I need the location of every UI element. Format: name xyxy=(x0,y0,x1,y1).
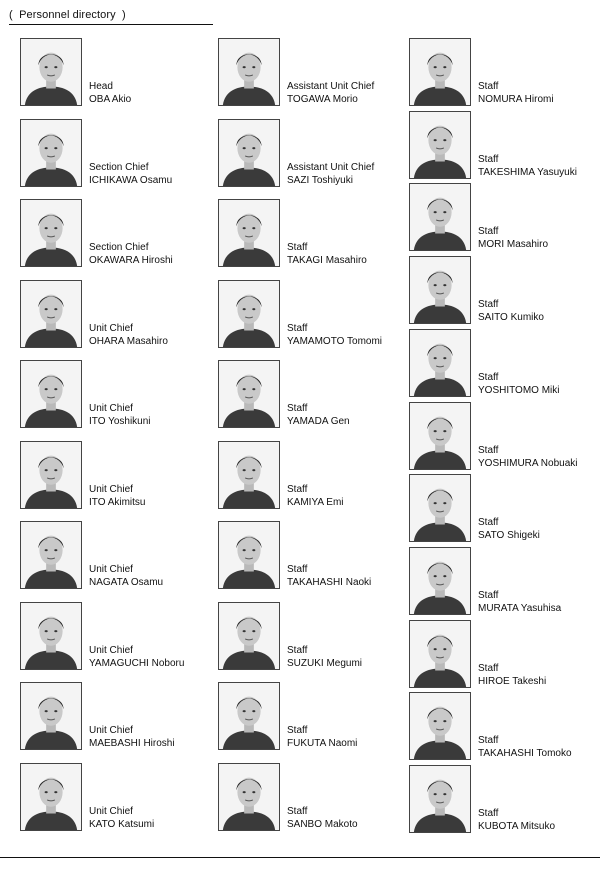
staff-info xyxy=(287,402,350,428)
staff-role: Staff xyxy=(287,403,308,414)
staff-info xyxy=(89,161,172,187)
staff-photo xyxy=(218,602,280,670)
staff-info xyxy=(89,80,131,106)
staff-entry xyxy=(20,360,220,428)
staff-entry xyxy=(409,474,600,542)
staff-info xyxy=(478,662,546,688)
header-close-bracket: ) xyxy=(115,9,126,21)
staff-entry xyxy=(218,521,418,589)
staff-photo xyxy=(218,360,280,428)
staff-entry xyxy=(409,402,600,470)
staff-info xyxy=(287,241,367,267)
staff-info xyxy=(478,734,572,760)
staff-photo xyxy=(409,474,471,542)
staff-info xyxy=(478,371,559,397)
staff-photo xyxy=(409,38,471,106)
staff-info xyxy=(89,644,184,670)
staff-role: Unit Chief xyxy=(89,403,133,414)
staff-role: Staff xyxy=(478,517,499,528)
staff-name: KATO Katsumi xyxy=(89,819,155,830)
staff-entry xyxy=(218,280,418,348)
staff-info xyxy=(89,241,173,267)
staff-entry xyxy=(20,763,220,831)
staff-photo xyxy=(20,441,82,509)
staff-role: Staff xyxy=(287,323,308,334)
staff-entry xyxy=(20,602,220,670)
staff-name: SUZUKI Megumi xyxy=(287,658,363,669)
staff-name: HIROE Takeshi xyxy=(478,676,547,687)
staff-name: FUKUTA Naomi xyxy=(287,738,358,749)
staff-role: Assistant Unit Chief xyxy=(287,162,375,173)
staff-info xyxy=(287,805,358,831)
staff-role: Unit Chief xyxy=(89,806,133,817)
staff-role: Head xyxy=(89,81,113,92)
staff-photo xyxy=(20,280,82,348)
staff-entry xyxy=(20,521,220,589)
staff-info xyxy=(287,322,382,348)
staff-photo xyxy=(409,547,471,615)
staff-name: SATO Shigeki xyxy=(478,530,540,541)
staff-name: YAMAMOTO Tomomi xyxy=(287,336,383,347)
staff-photo xyxy=(218,521,280,589)
staff-role: Section Chief xyxy=(89,242,149,253)
staff-entry xyxy=(409,183,600,251)
staff-info xyxy=(89,805,154,831)
staff-entry xyxy=(20,199,220,267)
footer-rule xyxy=(0,857,600,858)
staff-photo xyxy=(218,763,280,831)
staff-name: NOMURA Hiromi xyxy=(478,94,554,105)
staff-role: Unit Chief xyxy=(89,725,133,736)
staff-name: ITO Akimitsu xyxy=(89,497,146,508)
staff-entry xyxy=(409,692,600,760)
staff-role: Staff xyxy=(478,299,499,310)
staff-role: Unit Chief xyxy=(89,564,133,575)
staff-entry xyxy=(218,682,418,750)
header-title: Personnel directory xyxy=(19,9,116,21)
staff-info xyxy=(478,444,577,470)
staff-role: Staff xyxy=(478,372,499,383)
staff-entry xyxy=(409,111,600,179)
staff-name: YAMAGUCHI Noboru xyxy=(89,658,185,669)
staff-role: Staff xyxy=(287,484,308,495)
staff-entry xyxy=(20,119,220,187)
staff-name: TAKAGI Masahiro xyxy=(287,255,367,266)
staff-photo xyxy=(20,682,82,750)
staff-name: TAKESHIMA Yasuyuki xyxy=(478,167,577,178)
staff-photo xyxy=(20,602,82,670)
staff-info xyxy=(287,161,374,187)
staff-info xyxy=(478,516,540,542)
staff-info xyxy=(89,563,163,589)
staff-role: Staff xyxy=(478,445,499,456)
staff-name: KAMIYA Emi xyxy=(287,497,344,508)
staff-photo xyxy=(218,280,280,348)
staff-photo xyxy=(218,682,280,750)
staff-entry xyxy=(218,199,418,267)
staff-entry xyxy=(20,280,220,348)
staff-photo xyxy=(218,199,280,267)
staff-name: YAMADA Gen xyxy=(287,416,350,427)
staff-photo xyxy=(218,441,280,509)
staff-entry xyxy=(218,360,418,428)
staff-photo xyxy=(20,521,82,589)
staff-photo xyxy=(20,763,82,831)
staff-role: Staff xyxy=(478,226,499,237)
staff-role: Unit Chief xyxy=(89,645,133,656)
staff-photo xyxy=(218,119,280,187)
staff-role: Staff xyxy=(478,663,499,674)
staff-entry xyxy=(409,547,600,615)
staff-name: YOSHIMURA Nobuaki xyxy=(478,458,578,469)
staff-photo xyxy=(409,111,471,179)
staff-role: Staff xyxy=(478,735,499,746)
staff-info xyxy=(287,483,344,509)
staff-name: OHARA Masahiro xyxy=(89,336,168,347)
staff-info xyxy=(478,298,544,324)
staff-role: Staff xyxy=(287,242,308,253)
staff-photo xyxy=(20,360,82,428)
staff-photo xyxy=(409,329,471,397)
staff-name: MURATA Yasuhisa xyxy=(478,603,562,614)
staff-name: OBA Akio xyxy=(89,94,132,105)
staff-info xyxy=(89,402,151,428)
staff-photo xyxy=(409,183,471,251)
staff-name: SAITO Kumiko xyxy=(478,312,544,323)
staff-entry xyxy=(218,763,418,831)
staff-entry xyxy=(218,441,418,509)
staff-entry xyxy=(20,38,220,106)
staff-entry xyxy=(218,119,418,187)
staff-info xyxy=(287,644,362,670)
staff-info xyxy=(89,724,175,750)
staff-photo xyxy=(20,199,82,267)
staff-info xyxy=(89,322,168,348)
staff-entry xyxy=(218,602,418,670)
staff-name: YOSHITOMO Miki xyxy=(478,385,560,396)
staff-info xyxy=(478,589,561,615)
staff-info xyxy=(287,563,371,589)
staff-role: Staff xyxy=(287,806,308,817)
staff-entry xyxy=(20,441,220,509)
section-header xyxy=(9,6,213,25)
staff-name: NAGATA Osamu xyxy=(89,577,164,588)
staff-name: MAEBASHI Hiroshi xyxy=(89,738,175,749)
staff-info xyxy=(89,483,146,509)
staff-info xyxy=(478,153,577,179)
staff-photo xyxy=(218,38,280,106)
staff-role: Unit Chief xyxy=(89,484,133,495)
staff-photo xyxy=(409,765,471,833)
staff-info xyxy=(287,80,374,106)
staff-role: Staff xyxy=(287,645,308,656)
staff-entry xyxy=(409,38,600,106)
staff-name: TAKAHASHI Naoki xyxy=(287,577,372,588)
staff-photo xyxy=(409,692,471,760)
staff-role: Section Chief xyxy=(89,162,149,173)
staff-info xyxy=(478,225,548,251)
staff-role: Staff xyxy=(478,808,499,819)
staff-role: Unit Chief xyxy=(89,323,133,334)
staff-info xyxy=(478,80,554,106)
staff-entry xyxy=(409,765,600,833)
staff-photo xyxy=(20,119,82,187)
staff-info xyxy=(478,807,555,833)
staff-role: Staff xyxy=(478,81,499,92)
staff-photo xyxy=(409,256,471,324)
staff-entry xyxy=(20,682,220,750)
staff-name: ITO Yoshikuni xyxy=(89,416,151,427)
staff-role: Staff xyxy=(478,154,499,165)
staff-role: Staff xyxy=(478,590,499,601)
staff-role: Staff xyxy=(287,564,308,575)
staff-role: Staff xyxy=(287,725,308,736)
staff-entry xyxy=(409,329,600,397)
staff-photo xyxy=(409,620,471,688)
staff-photo xyxy=(20,38,82,106)
staff-photo xyxy=(409,402,471,470)
staff-name: KUBOTA Mitsuko xyxy=(478,821,556,832)
staff-name: MORI Masahiro xyxy=(478,239,549,250)
staff-role: Assistant Unit Chief xyxy=(287,81,375,92)
staff-info xyxy=(287,724,357,750)
staff-name: ICHIKAWA Osamu xyxy=(89,175,173,186)
staff-entry xyxy=(218,38,418,106)
staff-entry xyxy=(409,620,600,688)
staff-name: TOGAWA Morio xyxy=(287,94,358,105)
staff-name: SANBO Makoto xyxy=(287,819,358,830)
header-open-bracket: ( xyxy=(9,9,20,21)
staff-name: TAKAHASHI Tomoko xyxy=(478,748,572,759)
staff-name: SAZI Toshiyuki xyxy=(287,175,353,186)
staff-entry xyxy=(409,256,600,324)
staff-name: OKAWARA Hiroshi xyxy=(89,255,173,266)
